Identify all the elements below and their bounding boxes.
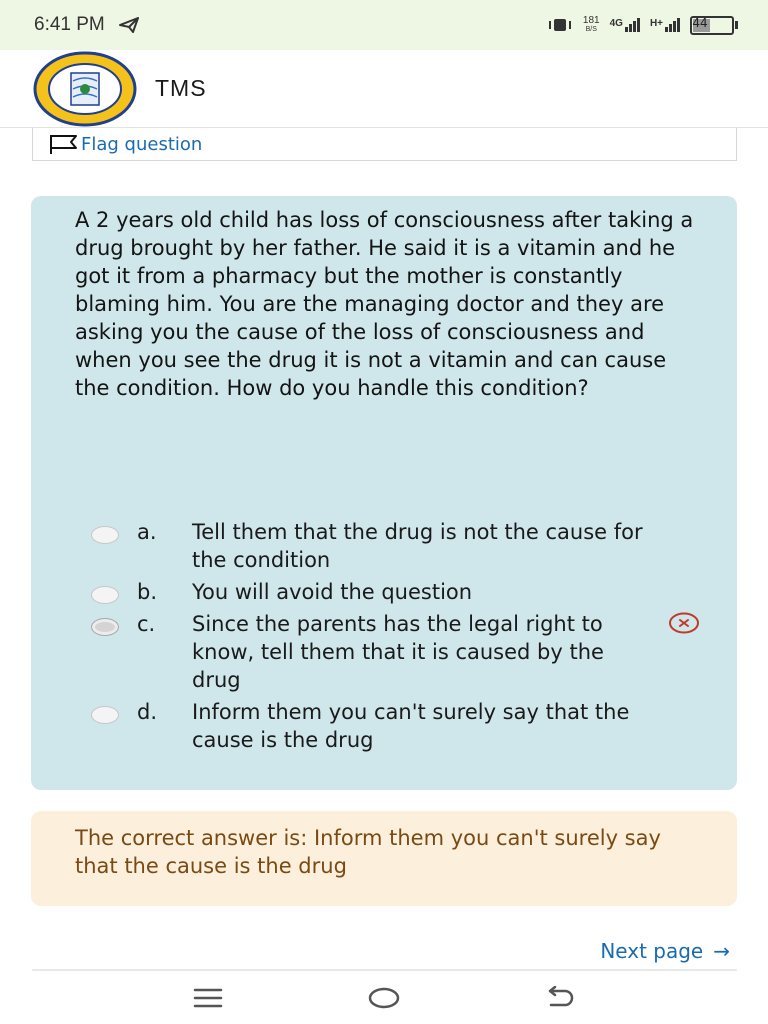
network-speed [583,16,600,34]
answer-option-b[interactable] [91,578,731,606]
answer-text: Since the parents has the legal right to know, tell them that it is caused by the drug [192,612,604,692]
answer-option-c[interactable] [91,610,731,694]
flag-question-bar [32,128,737,161]
arrow-right-icon: → [713,939,730,963]
telegram-send-icon [119,17,139,33]
recent-apps-button[interactable] [188,978,228,1018]
divider [32,969,737,971]
correct-answer-feedback [31,811,737,906]
answer-text: You will avoid the question [192,580,473,604]
answer-radio-b[interactable] [91,586,119,604]
status-bar [0,0,768,50]
vibrate-icon [547,17,573,33]
next-page-label[interactable]: Next page [600,939,704,963]
answer-letter: c. [137,612,156,636]
answer-radio-c[interactable] [91,618,119,636]
signal-icon-secondary [650,18,680,32]
question-text: A 2 years old child has loss of consciousness after taking a drug brought by her father. He said it is a vitamin and he got it from a pharmacy but the mother is constantly blaming him. You are the managing doctor and they are asking you the cause of the loss of consciousness and when you see the drug it is not a vitamin and can cause the condition. How do you handle this condition? [75,208,694,400]
answer-text: Inform them you can't surely say that the cause is the drug [192,700,630,752]
answer-list [91,518,731,758]
home-icon [367,986,401,1010]
back-button[interactable] [540,978,580,1018]
flag-icon[interactable] [49,133,79,155]
university-logo[interactable] [33,51,137,127]
app-brand: TMS [155,75,207,101]
home-button[interactable] [364,978,404,1018]
app-header [0,50,768,128]
signal-icon [610,18,640,32]
system-nav-bar [0,972,768,1024]
back-icon [545,986,575,1010]
answer-radio-a[interactable] [91,526,119,544]
signal-label-4g: 4G [609,18,623,29]
menu-icon [193,987,223,1009]
network-speed-unit: B/S [585,26,597,33]
network-speed-value: 181 [582,15,600,26]
answer-radio-d[interactable] [91,706,119,724]
next-page-link[interactable] [600,939,730,963]
answer-text: Tell them that the drug is not the cause for the condition [192,520,643,572]
status-time: 6:41 PM [34,14,105,35]
flag-question-link[interactable]: Flag question [81,133,203,155]
answer-option-d[interactable] [91,698,731,754]
answer-letter: b. [137,580,158,604]
answer-option-a[interactable] [91,518,731,574]
battery-percent: 44 [692,16,708,30]
signal-label-h: H+ [649,18,663,29]
question-card [31,196,737,790]
feedback-text: The correct answer is: Inform them you can't surely say that the cause is the drug [75,826,661,878]
incorrect-icon [668,612,700,634]
answer-letter: a. [137,520,157,544]
answer-letter: d. [137,700,158,724]
